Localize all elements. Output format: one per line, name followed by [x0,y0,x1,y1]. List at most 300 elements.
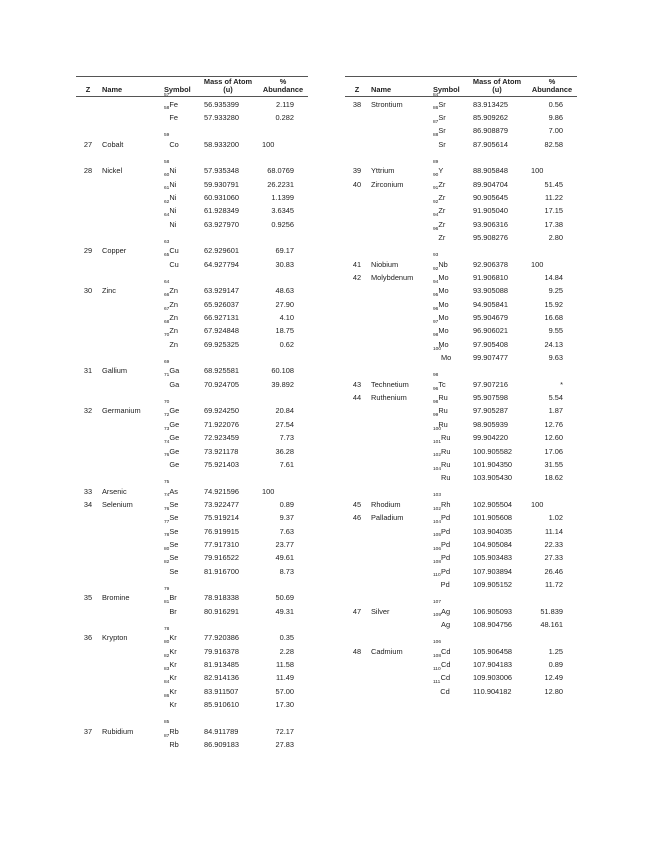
spacer-row [345,244,577,257]
element-name-cell: Niobium [371,259,399,269]
abundance-cell: 23.77 [275,539,294,549]
mass-number: 85 [164,720,170,726]
abundance-cell: 7.61 [279,459,294,469]
atomic-number-cell [76,418,100,431]
element-symbol: Mo [438,339,449,349]
element-name-cell [369,671,427,684]
element-symbol: Pd [440,579,450,589]
element-name-cell [369,298,427,311]
atomic-number-cell [76,191,100,204]
abundance-cell: 0.56 [548,99,563,109]
atomic-number-cell [76,604,100,617]
abundance-cell: 30.83 [275,259,294,269]
atomic-number-cell [345,298,369,311]
atomic-number-cell: 34 [83,499,93,509]
mass-number: 73 [164,426,170,432]
atomic-mass-cell: 105.903483 [473,553,513,563]
element-name-cell [369,218,427,231]
atomic-number-cell [345,658,369,671]
spacer-cell [345,151,577,164]
element-name-cell [369,404,427,417]
atomic-mass-cell: 65.926037 [204,299,239,309]
element-name-cell [100,458,158,471]
mass-number: 68 [164,319,170,325]
atomic-number-cell [345,404,369,417]
atomic-number-cell: 42 [352,273,362,283]
element-name-cell [369,418,427,431]
element-name-cell [100,538,158,551]
element-symbol: Zn [169,299,178,309]
mass-number: 100 [433,426,442,432]
mass-number: 110 [433,666,441,672]
element-symbol: Y [438,166,444,176]
atomic-number-cell: 33 [83,486,93,496]
atomic-mass-cell: 109.905152 [473,579,513,589]
table-row [345,311,577,324]
table-row [345,418,577,431]
element-symbol: Zr [438,179,446,189]
spacer-row [345,151,577,164]
mass-number: 96 [433,306,439,312]
element-symbol: Cd [440,673,451,683]
element-symbol: Cu [169,246,179,256]
atomic-number-cell: 30 [83,286,93,296]
table-row [345,618,577,631]
abundance-cell: 9.63 [548,353,563,363]
atomic-mass-cell: 59.930791 [204,179,239,189]
element-name-cell [369,338,427,351]
element-symbol: Zr [438,192,446,202]
spacer-cell [76,351,308,364]
element-symbol: Se [169,553,179,563]
table-row [76,338,308,351]
abundance-cell: 72.17 [275,726,294,736]
abundance-cell: 11.58 [276,660,294,670]
mass-number: 94 [433,213,439,219]
atomic-number-cell [76,551,100,564]
atomic-number-cell [76,111,100,124]
table-row [345,551,577,564]
atomic-number-cell: 45 [352,499,362,509]
element-symbol: Rh [441,499,451,509]
spacer-row [76,151,308,164]
element-symbol: Sr [438,99,446,109]
element-name-cell [100,685,158,698]
mass-number: 83 [164,666,170,672]
element-symbol: Ge [169,446,180,456]
element-symbol: Ru [441,446,451,456]
atomic-mass-cell: 63.927970 [204,219,239,229]
table-row [76,244,308,257]
abundance-cell: 11.49 [276,673,294,683]
atomic-number-cell [345,458,369,471]
abundance-cell: 100 [262,139,275,149]
abundance-cell: 17.38 [544,219,563,229]
abundance-cell: 0.35 [279,633,294,643]
element-name-cell [100,658,158,671]
header-name: Name [100,77,158,97]
mass-number: 97 [433,319,439,325]
abundance-cell: 100 [531,166,544,176]
mass-number: 77 [164,520,170,526]
element-symbol: Se [169,566,179,576]
element-name-cell: Ruthenium [371,393,407,403]
atomic-mass-cell: 97.907216 [473,379,508,389]
spacer-row [76,124,308,137]
atomic-mass-cell: 62.929601 [204,246,239,256]
element-name-cell [369,551,427,564]
atomic-number-cell [345,324,369,337]
atomic-number-cell [345,524,369,537]
atomic-mass-cell: 56.935399 [204,99,239,109]
abundance-cell: 17.30 [275,700,294,710]
atomic-mass-cell: 107.904183 [473,660,513,670]
mass-number: 75 [164,480,170,486]
atomic-mass-cell: 79.916522 [204,553,239,563]
isotope-symbol-cell [427,613,467,631]
table-row [345,431,577,444]
element-symbol: Ge [169,459,180,469]
element-symbol: Ni [169,219,177,229]
spacer-row [76,231,308,244]
mass-number: 67 [164,306,170,312]
element-name-cell [100,564,158,577]
atomic-number-cell: 36 [83,633,93,643]
atomic-mass-cell: 70.924705 [204,379,239,389]
abundance-cell: 27.33 [544,553,563,563]
element-symbol: Ge [169,419,180,429]
abundance-cell: 36.28 [275,446,294,456]
abundance-cell: 16.68 [544,313,563,323]
table-row [345,404,577,417]
atomic-number-cell [345,685,369,698]
atomic-mass-cell: 82.914136 [204,673,239,683]
abundance-cell: 11.14 [545,526,563,536]
atomic-number-cell [345,311,369,324]
mass-number: 57 [164,93,170,99]
atomic-number-cell [345,431,369,444]
abundance-cell: 18.62 [544,473,563,483]
mass-number: 70 [164,399,170,405]
element-symbol: Ag [441,619,451,629]
element-name-cell [369,685,427,698]
header-symbol: Symbol [427,77,467,97]
atomic-mass-cell: 99.904220 [473,433,508,443]
element-symbol: Mo [438,313,449,323]
element-name-cell [100,604,158,617]
element-symbol: Ru [441,433,451,443]
atomic-number-cell: 32 [83,406,93,416]
element-symbol: Pd [441,566,451,576]
element-symbol: Zr [438,206,446,216]
abundance-cell: 11.22 [545,192,563,202]
header-abundance: % Abundance [527,77,577,97]
spacer-row [345,364,577,377]
element-name-cell [100,324,158,337]
spacer-row [345,484,577,497]
table-row [345,658,577,671]
abundance-cell: 100 [531,499,544,509]
table-row [76,164,308,177]
atomic-mass-cell: 80.916291 [204,606,239,616]
mass-number: 99 [433,413,439,419]
abundance-cell: 7.00 [548,126,563,136]
mass-number: 93 [433,253,439,259]
element-symbol: Rb [169,740,179,750]
spacer-row [76,618,308,631]
atomic-number-cell [345,351,369,364]
atomic-number-cell [76,564,100,577]
atomic-number-cell: 39 [352,166,362,176]
element-name-cell [100,218,158,231]
isotope-symbol-cell [427,346,467,364]
table-row [76,698,308,711]
header-symbol: Symbol [158,77,198,97]
table-row [345,671,577,684]
element-symbol: Ni [169,192,177,202]
abundance-cell: 50.69 [275,593,294,603]
atomic-number-cell [345,444,369,457]
atomic-mass-cell: 58.933200 [204,139,239,149]
atomic-mass-cell: 89.904704 [473,179,508,189]
element-symbol: Tc [438,379,446,389]
isotope-symbol-cell [158,453,198,471]
element-symbol: Mo [438,299,449,309]
table-row [76,631,308,644]
table-row [76,311,308,324]
element-name-cell [369,231,427,244]
element-name-cell [369,431,427,444]
atomic-mass-cell: 73.922477 [204,499,239,509]
atomic-number-cell: 37 [83,726,93,736]
abundance-cell: * [560,379,563,389]
element-name-cell [100,258,158,271]
table-row [345,298,577,311]
atomic-mass-cell: 83.911507 [204,686,239,696]
mass-number: 79 [164,586,170,592]
mass-number: 86 [164,693,170,699]
mass-number: 102 [433,453,442,459]
mass-number: 105 [433,533,442,539]
element-symbol: Pd [441,539,451,549]
abundance-cell: 17.15 [544,206,563,216]
abundance-cell: 12.76 [544,419,563,429]
header-mass: Mass of Atom (u) [198,77,258,97]
element-name-cell [369,471,427,484]
table-row [345,378,577,391]
mass-number: 64 [164,279,170,285]
atomic-mass-cell: 106.905093 [473,606,513,616]
abundance-cell: 4.10 [279,313,294,323]
abundance-cell: 51.839 [540,606,563,616]
element-name-cell: Rhodium [371,499,401,509]
element-name-cell [369,111,427,124]
atomic-number-cell [345,111,369,124]
table-row [345,124,577,137]
table-row [345,685,577,698]
element-name-cell [100,177,158,190]
atomic-number-cell: 43 [352,379,362,389]
abundance-cell: 12.49 [544,673,563,683]
element-name-cell [100,111,158,124]
element-name-cell [100,524,158,537]
atomic-number-cell [76,378,100,391]
atomic-mass-cell: 87.905614 [473,139,508,149]
element-name-cell [369,191,427,204]
mass-number: 104 [433,466,442,472]
element-name-cell: Arsenic [102,486,127,496]
abundance-cell: 8.73 [279,566,294,576]
atomic-number-cell [345,204,369,217]
mass-number: 80 [164,546,170,552]
atomic-mass-cell: 105.906458 [473,646,513,656]
mass-number: 92 [433,266,439,272]
element-name-cell [100,311,158,324]
atomic-mass-cell: 95.904679 [473,313,508,323]
table-body-right [345,93,577,698]
table-row [345,458,577,471]
table-row [345,351,577,364]
atomic-mass-cell: 77.920386 [204,633,239,643]
element-symbol: Ga [169,366,180,376]
table-row [345,271,577,284]
element-name-cell [100,645,158,658]
element-symbol: Kr [169,646,177,656]
element-symbol: Se [169,539,179,549]
atomic-mass-cell: 102.905504 [473,499,513,509]
mass-number: 92 [433,199,439,205]
table-row [76,111,308,124]
element-symbol: Zn [169,339,178,349]
element-symbol: Mo [438,326,449,336]
element-symbol: Kr [169,673,177,683]
header-name: Name [369,77,427,97]
element-symbol: Zn [169,326,178,336]
table-row [345,604,577,617]
element-symbol: Nb [438,259,448,269]
atomic-mass-cell: 104.905084 [473,539,513,549]
atomic-number-cell [345,137,369,150]
element-name-cell [369,618,427,631]
atomic-number-cell [76,311,100,324]
header-z: Z [345,77,369,97]
element-name-cell [100,418,158,431]
mass-number: 84 [433,93,439,99]
atomic-number-cell [76,177,100,190]
atomic-mass-cell: 90.905645 [473,192,508,202]
mass-number: 88 [433,133,439,139]
abundance-cell: 48.161 [540,619,563,629]
atomic-mass-cell: 60.931060 [204,192,239,202]
abundance-cell: 9.37 [279,513,294,523]
element-symbol: Fe [169,112,178,122]
element-symbol: Ru [438,406,448,416]
abundance-cell: 0.89 [279,499,294,509]
table-row [345,391,577,404]
table-row [345,324,577,337]
element-symbol: Br [169,606,177,616]
table-row [345,338,577,351]
table-row [76,458,308,471]
table-row [345,645,577,658]
spacer-cell [76,578,308,591]
element-symbol: Kr [169,660,177,670]
element-name-cell [369,458,427,471]
atomic-number-cell [76,338,100,351]
mass-number: 71 [164,373,170,379]
atomic-mass-cell: 85.909262 [473,112,508,122]
table-row [76,685,308,698]
abundance-cell: 26.46 [544,566,563,576]
atomic-number-cell [76,524,100,537]
atomic-number-cell [76,204,100,217]
spacer-cell [76,271,308,284]
atomic-number-cell: 47 [352,606,362,616]
atomic-mass-cell: 103.904035 [473,526,513,536]
element-symbol: Fe [169,99,178,109]
atomic-mass-cell: 77.917310 [204,539,239,549]
atomic-mass-cell: 69.924250 [204,406,239,416]
atomic-mass-cell: 108.904756 [473,619,513,629]
spacer-row [345,631,577,644]
atomic-mass-cell: 78.918338 [204,593,239,603]
element-name-cell [100,338,158,351]
abundance-cell: 100 [531,259,544,269]
atomic-number-cell: 41 [352,259,362,269]
atomic-mass-cell: 61.928349 [204,206,239,216]
atomic-mass-cell: 96.906021 [473,326,508,336]
element-name-cell: Palladium [371,513,404,523]
mass-number: 78 [164,626,170,632]
element-name-cell [369,284,427,297]
element-name-cell: Cobalt [102,139,124,149]
mass-number: 106 [433,640,442,646]
atomic-number-cell: 29 [83,246,93,256]
atomic-mass-cell: 95.908276 [473,233,508,243]
abundance-cell: 20.84 [275,406,294,416]
spacer-cell [345,591,577,604]
abundance-cell: 12.80 [544,686,563,696]
spacer-cell [76,124,308,137]
element-name-cell [100,191,158,204]
element-symbol: Ge [169,406,180,416]
abundance-cell: 27.54 [275,419,294,429]
spacer-cell [345,631,577,644]
atomic-number-cell [345,338,369,351]
abundance-cell: 39.892 [271,379,294,389]
mass-number: 96 [433,226,439,232]
mass-number: 58 [164,159,170,165]
element-symbol: Cu [169,259,179,269]
abundance-cell: 2.119 [276,99,294,109]
element-name-cell [369,324,427,337]
table-row [345,471,577,484]
abundance-cell: 60.108 [271,366,294,376]
element-symbol: Ru [438,393,448,403]
table-row [345,137,577,150]
element-name-cell: Copper [102,246,127,256]
atomic-number-cell [76,645,100,658]
mass-number: 87 [433,119,439,125]
spacer-row [76,471,308,484]
isotope-symbol-cell [158,213,198,231]
element-name-cell: Krypton [102,633,128,643]
abundance-cell: 49.31 [275,606,294,616]
mass-number: 106 [433,546,442,552]
table-row [76,658,308,671]
table-row [345,191,577,204]
header-abundance: % Abundance [258,77,308,97]
